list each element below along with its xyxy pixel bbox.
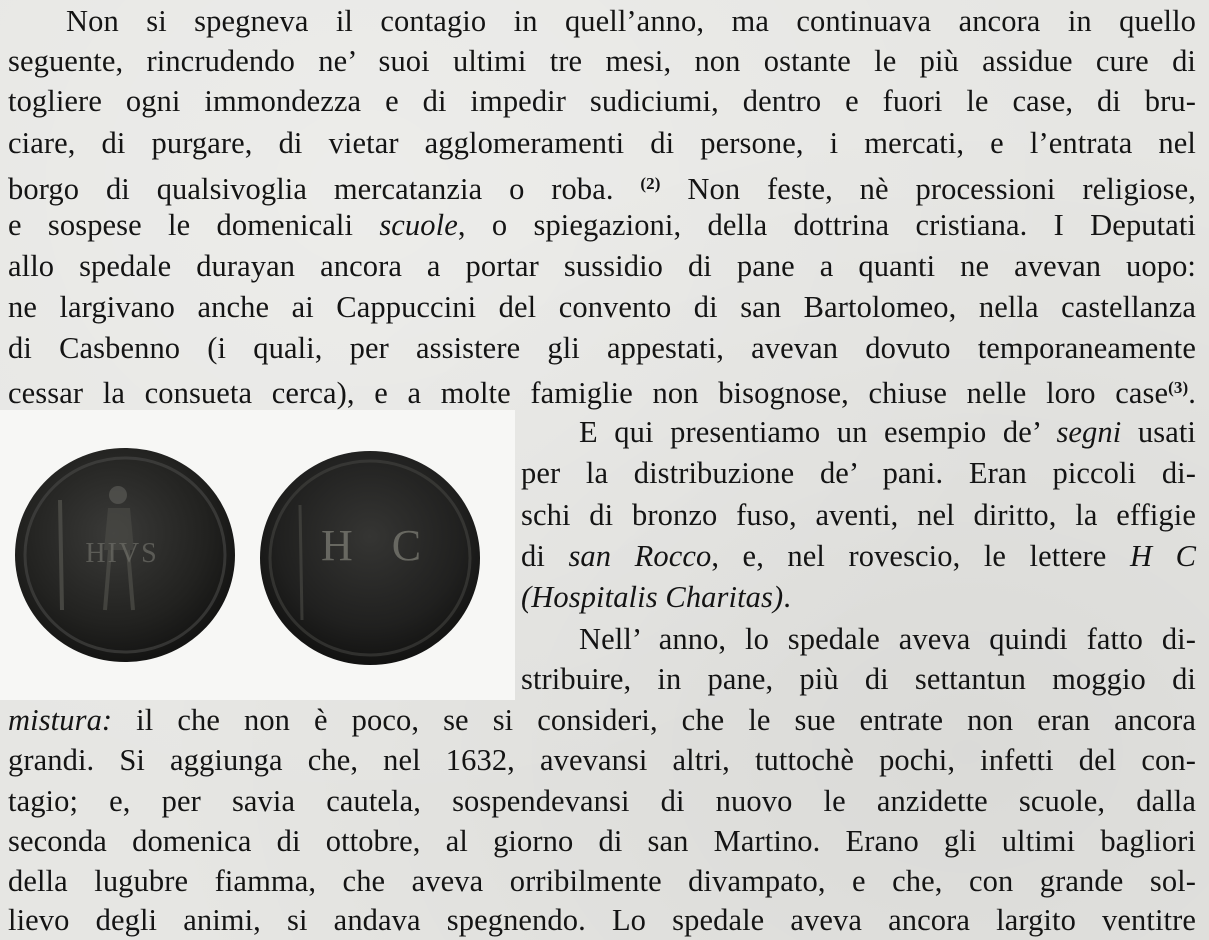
text-line	[8, 165, 1196, 206]
text-line	[8, 206, 1196, 244]
text-line	[8, 741, 1196, 779]
reverse-letters: H C	[320, 521, 436, 570]
line-text: borgo di qualsivoglia mercatanzia o roba.	[8, 172, 641, 206]
obverse-letters: HIVS	[85, 538, 159, 569]
line-text: Non feste, nè processioni religiose,	[660, 172, 1196, 206]
italic-term: H C	[1129, 539, 1197, 573]
line-text: Non si spegneva il contagio in quell’anno, ma continuava ancora in quello	[66, 4, 1196, 38]
coin-figure	[0, 410, 515, 700]
line-text: ne largivano anche ai Cappuccini del convento di san Bartolomeo, nella castellanza	[8, 290, 1196, 324]
reverse-coin	[260, 451, 480, 665]
italic-term: (Hospitalis Charitas)	[521, 580, 784, 614]
italic-term: segni	[1056, 415, 1122, 449]
line-text: schi di bronzo fuso, aventi, nel diritto, la effigie	[521, 498, 1196, 532]
footnote-ref: (3)	[1168, 378, 1189, 397]
text-line	[8, 369, 1196, 410]
text-line	[8, 2, 1196, 40]
line-text: togliere ogni immondezza e di impedir sudiciumi, dentro e fuori le case, di bru-	[8, 84, 1196, 118]
text-line	[8, 288, 1196, 326]
line-text: seguente, rincrudendo ne’ suoi ultimi tre mesi, non ostante le più assidue cure di	[8, 44, 1196, 78]
line-text: grandi. Si aggiunga che, nel 1632, avevansi altri, tuttochè pochi, infetti del con-	[8, 743, 1196, 777]
text-line	[8, 124, 1196, 162]
text-line	[8, 862, 1196, 900]
italic-term: scuole	[379, 208, 458, 242]
text-line	[521, 496, 1196, 534]
italic-term: mistura:	[8, 703, 113, 737]
line-text: ciare, di purgare, di vietar agglomeramenti di persone, i mercati, e l’entrata nel	[8, 126, 1196, 160]
text-line	[521, 620, 1196, 658]
line-text: Nell’ anno, lo spedale aveva quindi fatto di-	[579, 622, 1196, 656]
line-text: usati	[1121, 415, 1196, 449]
line-text: .	[1188, 376, 1196, 410]
text-line	[521, 578, 1196, 616]
line-text: allo spedale durayan ancora a portar sussidio di pane a quanti ne avevan uopo:	[8, 249, 1196, 283]
line-text: e sospese le domenicali	[8, 208, 380, 242]
line-text: , o spiegazioni, della dottrina cristiana. I Deputati	[457, 208, 1196, 242]
footnote-ref: (2)	[640, 174, 661, 193]
text-line	[8, 701, 1196, 739]
text-line	[521, 660, 1196, 698]
line-text: di	[521, 539, 569, 573]
line-text: E qui presentiamo un esempio de’	[579, 415, 1057, 449]
line-text: per la distribuzione de’ pani. Eran piccoli di-	[521, 456, 1196, 490]
line-text: stribuire, in pane, più di settantun moggio di	[521, 662, 1196, 696]
text-line	[8, 822, 1196, 860]
text-line	[8, 247, 1196, 285]
line-text: , e, nel rovescio, le lettere	[711, 539, 1130, 573]
line-text: di Casbenno (i quali, per assistere gli appestati, avevan dovuto temporaneamente	[8, 331, 1196, 365]
text-line	[521, 537, 1196, 575]
line-text: lievo degli animi, si andava spegnendo. Lo spedale aveva ancora largito ventitre	[8, 903, 1196, 937]
text-line	[8, 42, 1196, 80]
line-text: .	[783, 580, 791, 614]
line-text: il che non è poco, se si consideri, che le sue entrate non eran ancora	[112, 703, 1196, 737]
line-text: cessar la consueta cerca), e a molte famiglie non bisognose, chiuse nelle loro case	[8, 376, 1169, 410]
line-text: tagio; e, per savia cautela, sospendevansi di nuovo le anzidette scuole, dalla	[8, 784, 1196, 818]
text-line	[8, 329, 1196, 367]
obverse-coin	[15, 448, 235, 662]
text-line	[8, 82, 1196, 120]
line-text: seconda domenica di ottobre, al giorno di san Martino. Erano gli ultimi bagliori	[8, 824, 1196, 858]
text-line	[8, 782, 1196, 820]
text-line	[8, 901, 1196, 939]
text-line	[521, 413, 1196, 451]
line-text: della lugubre fiamma, che aveva orribilmente divampato, e che, con grande sol-	[8, 864, 1196, 898]
text-line	[521, 454, 1196, 492]
italic-term: san Rocco	[568, 539, 712, 573]
coins-illustration	[0, 410, 515, 700]
